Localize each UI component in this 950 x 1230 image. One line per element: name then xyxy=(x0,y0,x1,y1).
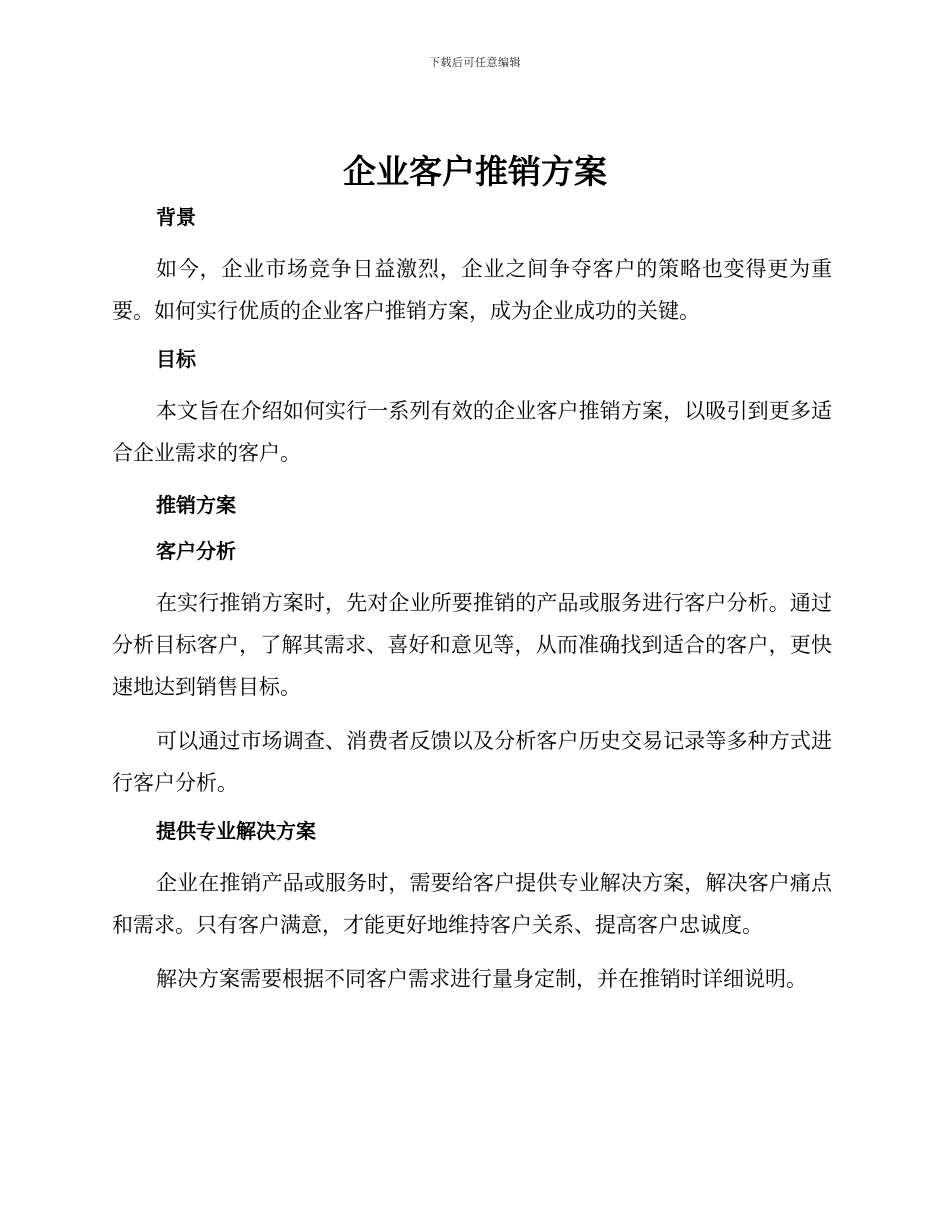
section-heading-goal: 目标 xyxy=(156,347,196,371)
section-heading-background: 背景 xyxy=(156,205,196,229)
paragraph-solution-1: 企业在推销产品或服务时，需要给客户提供专业解决方案，解决客户痛点和需求。只有客户满意，才能更好地维持客户关系、提高客户忠诚度。 xyxy=(112,871,832,937)
section-heading-analysis: 客户分析 xyxy=(156,539,236,563)
paragraph-background-1: 如今，企业市场竞争日益激烈，企业之间争夺客户的策略也变得更为重要。如何实行优质的企业客户推销方案，成为企业成功的关键。 xyxy=(112,257,832,323)
paragraph-goal-1: 本文旨在介绍如何实行一系列有效的企业客户推销方案，以吸引到更多适合企业需求的客户。 xyxy=(112,399,832,465)
page-header-note: 下载后可任意编辑 xyxy=(429,56,521,69)
paragraph-analysis-2: 可以通过市场调查、消费者反馈以及分析客户历史交易记录等多种方式进行客户分析。 xyxy=(112,729,832,795)
document-title: 企业客户推销方案 xyxy=(343,152,607,191)
section-heading-plan: 推销方案 xyxy=(156,493,236,517)
document-body xyxy=(112,202,832,1000)
section-heading-solution: 提供专业解决方案 xyxy=(156,819,316,843)
paragraph-solution-2: 解决方案需要根据不同客户需求进行量身定制，并在推销时详细说明。 xyxy=(156,967,807,991)
paragraph-analysis-1: 在实行推销方案时，先对企业所要推销的产品或服务进行客户分析。通过分析目标客户，了解其需求、喜好和意见等，从而准确找到适合的客户，更快速地达到销售目标。 xyxy=(112,591,832,699)
